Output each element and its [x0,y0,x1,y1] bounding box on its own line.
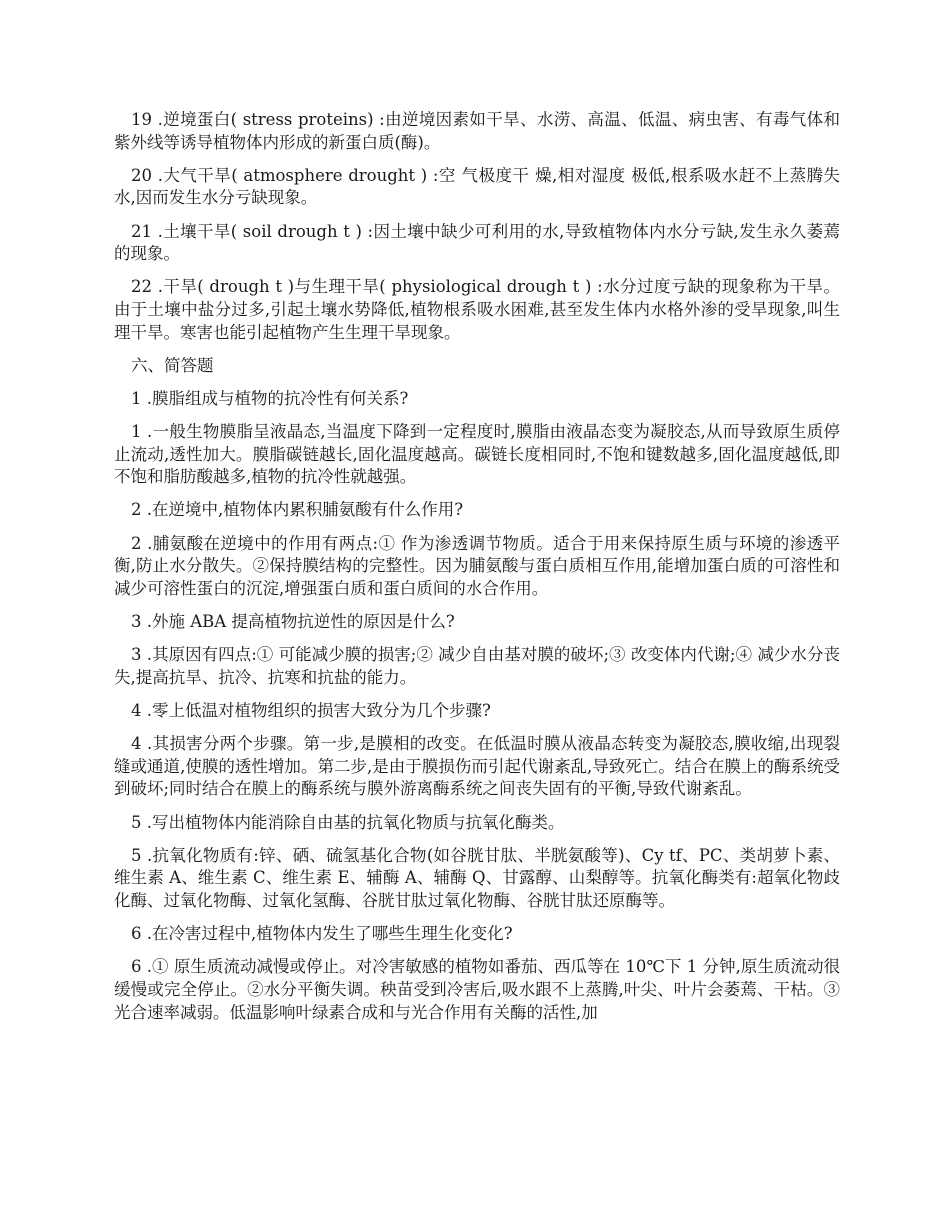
section-heading: 六、简答题 [131,355,214,375]
question-3: 3 .外施 ABA 提高植物抗逆性的原因是什么? [131,612,455,632]
definition-19: 19 .逆境蛋白( stress proteins) :由逆境因素如干旱、水涝、高温、低温、病虫害、有毒气体和紫外线等诱导植物体内形成的新蛋白质(酶)。 [114,110,840,152]
answer-1: 1 .一般生物膜脂呈液晶态,当温度下降到一定程度时,膜脂由液晶态变为凝胶态,从而导致原生质停止流动,透性加大。膜脂碳链越长,固化温度越高。碳链长度相同时,不饱和键数越多,固化温度越低,即不饱和脂肪酸越多,植物的抗冷性就越强。 [114,422,840,487]
definition-20: 20 .大气干旱( atmosphere drought ) :空 气极度干 燥,相对湿度 极低,根系吸水赶不上蒸腾失水,因而发生水分亏缺现象。 [114,165,840,208]
question-4: 4 .零上低温对植物组织的损害大致分为几个步骤? [131,701,491,720]
answer-4: 4 .其损害分两个步骤。第一步,是膜相的改变。在低温时膜从液晶态转变为凝胶态,膜收缩,出现裂缝或通道,使膜的透性增加。第二步,是由于膜损伤而引起代谢紊乱,导致死亡。结合在膜上的酶系统受到破坏;同时结合在膜上的酶系统与膜外游离酶系统之间丧失固有的平衡,导致代谢紊乱。 [114,734,840,799]
answer-3: 3 .其原因有四点:① 可能减少膜的损害;② 减少自由基对膜的破坏;③ 改变体内代谢;④ 减少水分丧失,提高抗旱、抗冷、抗寒和抗盐的能力。 [114,645,840,687]
definition-21: 21 .土壤干旱( soil drough t ) :因土壤中缺少可利用的水,导致植物体内水分亏缺,发生永久萎蔫的现象。 [114,221,840,264]
question-5: 5 .写出植物体内能消除自由基的抗氧化物质与抗氧化酶类。 [131,812,565,832]
question-2: 2 .在逆境中,植物体内累积脯氨酸有什么作用? [131,500,464,520]
question-1: 1 .膜脂组成与植物的抗冷性有何关系? [131,388,409,408]
question-6: 6 .在冷害过程中,植物体内发生了哪些生理生化变化? [131,924,513,944]
answer-2: 2 .脯氨酸在逆境中的作用有两点:① 作为渗透调节物质。适合于用来保持原生质与环境的渗透平衡,防止水分散失。②保持膜结构的完整性。因为脯氨酸与蛋白质相互作用,能增加蛋白质的可溶性和减少可溶性蛋白的沉淀,增强蛋白质和蛋白质间的水合作用。 [114,533,840,598]
answer-5: 5 .抗氧化物质有:锌、硒、硫氢基化合物(如谷胱甘肽、半胱氨酸等)、Cy tf、PC、类胡萝卜素、维生素 A、维生素 C、维生素 E、辅酶 A、辅酶 Q、甘露醇、山梨醇等。抗氧化酶类有:超氧化物歧化酶、过氧化物酶、过氧化氢酶、谷胱甘肽过氧化物酶、谷胱甘肽还原酶等。 [114,845,840,910]
definition-22: 22 .干旱( drough t )与生理干旱( physiological drough t ) :水分过度亏缺的现象称为干旱。由于土壤中盐分过多,引起土壤水势降低,植物根系吸水困难,甚至发生体内水格外渗的受旱现象,叫生理干旱。寒害也能引起植物产生生理干旱现象。 [114,277,840,342]
answer-6: 6 .① 原生质流动减慢或停止。对冷害敏感的植物如番茄、西瓜等在 10℃下 1 分钟,原生质流动很缓慢或完全停止。②水分平衡失调。秧苗受到冷害后,吸水跟不上蒸腾,叶尖、叶片会萎蔫、干枯。③光合速率减弱。低温影响叶绿素合成和与光合作用有关酶的活性,加 [114,957,840,1022]
document-page [114,109,840,1035]
